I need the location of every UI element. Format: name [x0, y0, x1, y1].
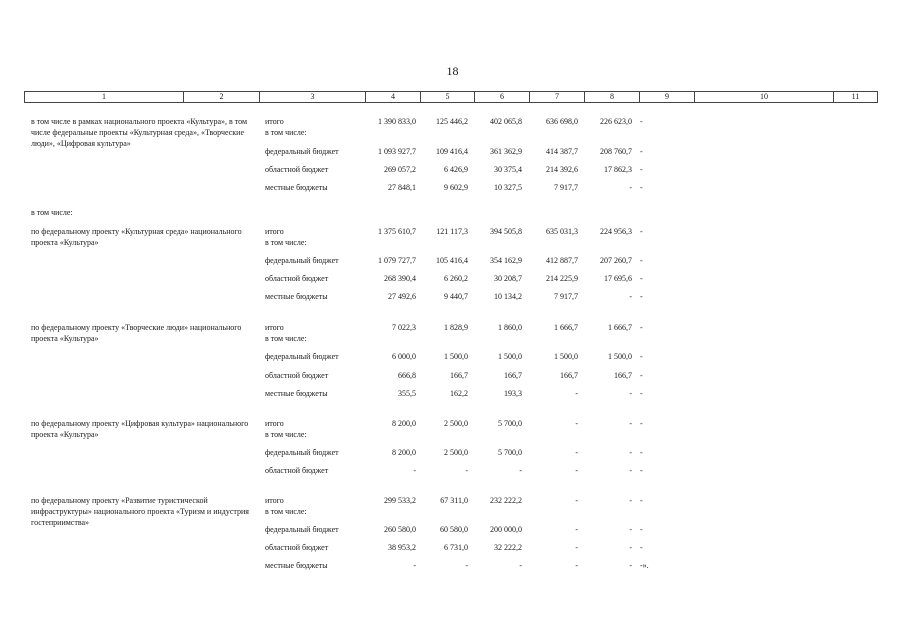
value-cell: -: [640, 274, 643, 283]
value-cell: -: [575, 419, 578, 428]
value-cell: 200 000,0: [490, 525, 522, 534]
value-cell: 38 953,2: [388, 543, 416, 552]
value-cell: 109 416,4: [436, 147, 468, 156]
row-label: областной бюджет: [265, 371, 329, 380]
row-label: областной бюджет: [265, 543, 329, 552]
value-cell: 208 760,7: [600, 147, 632, 156]
value-cell: -: [640, 227, 643, 236]
row-sublabel: в том числе:: [265, 128, 307, 137]
page-number: 18: [446, 64, 459, 78]
value-cell: 166,7: [504, 371, 522, 380]
value-cell: 166,7: [560, 371, 578, 380]
value-cell: -: [629, 525, 632, 534]
value-cell: 10 327,5: [494, 183, 522, 192]
value-cell: 226 623,0: [600, 117, 632, 126]
section-description: по федеральному проекту «Творческие люди» национального проекта «Культура»: [31, 323, 242, 343]
value-cell: -: [575, 496, 578, 505]
value-cell: 27 492,6: [388, 292, 416, 301]
value-cell: 193,3: [504, 389, 522, 398]
value-cell: -: [629, 466, 632, 475]
value-cell: -: [629, 496, 632, 505]
value-cell: -: [640, 371, 643, 380]
value-cell: 9 440,7: [444, 292, 468, 301]
section-description: по федеральному проекту «Культурная среда» национального проекта «Культура»: [31, 227, 242, 247]
value-cell: -: [640, 117, 643, 126]
table-header-row: [24, 91, 878, 103]
value-cell: 2 500,0: [444, 419, 468, 428]
value-cell: -: [640, 147, 643, 156]
row-sublabel: в том числе:: [265, 238, 307, 247]
header-cell: 2: [183, 92, 259, 102]
value-cell: -: [575, 561, 578, 570]
value-cell: 1 860,0: [498, 323, 522, 332]
value-cell: -: [640, 419, 643, 428]
value-cell: 17 862,3: [604, 165, 632, 174]
value-cell: 299 533,2: [384, 496, 416, 505]
row-label: федеральный бюджет: [265, 448, 339, 457]
value-cell: -: [575, 543, 578, 552]
value-cell: 636 698,0: [546, 117, 578, 126]
value-cell: -».: [640, 561, 649, 570]
section-description: в том числе в рамках национального проекта «Культура», в том числе федеральные проекты «Культурная среда», «Творческие люди», «Цифровая культура»: [31, 117, 248, 148]
value-cell: -: [629, 389, 632, 398]
value-cell: 30 375,4: [494, 165, 522, 174]
section-description: в том числе:: [31, 208, 73, 217]
row-label: местные бюджеты: [265, 292, 328, 301]
value-cell: 5 700,0: [498, 419, 522, 428]
section-description: по федеральному проекту «Цифровая культура» национального проекта «Культура»: [31, 419, 249, 439]
value-cell: 9 602,9: [444, 183, 468, 192]
value-cell: -: [640, 448, 643, 457]
value-cell: 361 362,9: [490, 147, 522, 156]
row-sublabel: в том числе:: [265, 507, 307, 516]
value-cell: -: [629, 448, 632, 457]
value-cell: 60 580,0: [440, 525, 468, 534]
value-cell: 268 390,4: [384, 274, 416, 283]
row-label: итого: [265, 419, 284, 428]
value-cell: 125 446,2: [436, 117, 468, 126]
row-label: итого: [265, 323, 284, 332]
value-cell: -: [640, 256, 643, 265]
value-cell: -: [640, 183, 643, 192]
value-cell: -: [575, 389, 578, 398]
value-cell: -: [413, 561, 416, 570]
value-cell: -: [629, 561, 632, 570]
header-cell: 7: [529, 92, 584, 102]
header-cell: 9: [639, 92, 694, 102]
value-cell: 5 700,0: [498, 448, 522, 457]
value-cell: 105 416,4: [436, 256, 468, 265]
value-cell: -: [629, 292, 632, 301]
value-cell: 1 093 927,7: [378, 147, 416, 156]
value-cell: 8 200,0: [392, 448, 416, 457]
value-cell: 1 500,0: [444, 352, 468, 361]
value-cell: -: [465, 561, 468, 570]
row-label: областной бюджет: [265, 165, 329, 174]
value-cell: 269 057,2: [384, 165, 416, 174]
header-cell: 5: [420, 92, 474, 102]
value-cell: 355,5: [398, 389, 416, 398]
value-cell: -: [575, 448, 578, 457]
value-cell: -: [629, 419, 632, 428]
row-label: федеральный бюджет: [265, 256, 339, 265]
value-cell: 1 828,9: [444, 323, 468, 332]
value-cell: 7 022,3: [392, 323, 416, 332]
header-cell: 1: [102, 92, 106, 101]
header-cell: 4: [365, 92, 420, 102]
value-cell: -: [640, 389, 643, 398]
value-cell: -: [413, 466, 416, 475]
value-cell: 121 117,3: [436, 227, 468, 236]
value-cell: 394 505,8: [490, 227, 522, 236]
row-label: местные бюджеты: [265, 389, 328, 398]
value-cell: 162,2: [450, 389, 468, 398]
value-cell: 1 666,7: [554, 323, 578, 332]
value-cell: -: [629, 543, 632, 552]
row-label: итого: [265, 496, 284, 505]
value-cell: 166,7: [450, 371, 468, 380]
value-cell: 1 375 610,7: [378, 227, 416, 236]
value-cell: 1 500,0: [554, 352, 578, 361]
row-label: федеральный бюджет: [265, 525, 339, 534]
value-cell: 260 580,0: [384, 525, 416, 534]
value-cell: -: [640, 496, 643, 505]
value-cell: 6 731,0: [444, 543, 468, 552]
value-cell: 10 134,2: [494, 292, 522, 301]
value-cell: 214 225,9: [546, 274, 578, 283]
value-cell: 1 500,0: [608, 352, 632, 361]
value-cell: 8 200,0: [392, 419, 416, 428]
row-label: федеральный бюджет: [265, 352, 339, 361]
value-cell: 27 848,1: [388, 183, 416, 192]
value-cell: 412 887,7: [546, 256, 578, 265]
row-label: федеральный бюджет: [265, 147, 339, 156]
header-cell: 3: [259, 92, 365, 102]
value-cell: 67 311,0: [440, 496, 468, 505]
value-cell: -: [519, 561, 522, 570]
row-sublabel: в том числе:: [265, 430, 307, 439]
row-label: областной бюджет: [265, 466, 329, 475]
row-label: местные бюджеты: [265, 561, 328, 570]
value-cell: -: [640, 543, 643, 552]
value-cell: -: [640, 525, 643, 534]
value-cell: -: [640, 323, 643, 332]
value-cell: -: [629, 183, 632, 192]
row-label: итого: [265, 117, 284, 126]
row-sublabel: в том числе:: [265, 334, 307, 343]
value-cell: -: [575, 525, 578, 534]
value-cell: 635 031,3: [546, 227, 578, 236]
value-cell: 32 222,2: [494, 543, 522, 552]
value-cell: 17 695,6: [604, 274, 632, 283]
row-label: местные бюджеты: [265, 183, 328, 192]
value-cell: 214 392,6: [546, 165, 578, 174]
value-cell: 6 000,0: [392, 352, 416, 361]
value-cell: 414 387,7: [546, 147, 578, 156]
value-cell: -: [519, 466, 522, 475]
value-cell: -: [465, 466, 468, 475]
header-cell: 10: [694, 92, 833, 102]
value-cell: 1 390 833,0: [378, 117, 416, 126]
row-label: областной бюджет: [265, 274, 329, 283]
value-cell: 6 426,9: [444, 165, 468, 174]
value-cell: 1 500,0: [498, 352, 522, 361]
value-cell: 207 260,7: [600, 256, 632, 265]
value-cell: 224 956,3: [600, 227, 632, 236]
row-label: итого: [265, 227, 284, 236]
section-description: по федеральному проекту «Развитие туристической инфраструктуры» национального проекта «Туризм и индустрия гостеприимства»: [31, 496, 249, 527]
value-cell: 354 162,9: [490, 256, 522, 265]
value-cell: 402 065,8: [490, 117, 522, 126]
value-cell: -: [640, 292, 643, 301]
value-cell: 166,7: [614, 371, 632, 380]
header-cell: 11: [833, 92, 877, 102]
value-cell: 1 666,7: [608, 323, 632, 332]
value-cell: -: [640, 165, 643, 174]
value-cell: 2 500,0: [444, 448, 468, 457]
value-cell: 30 208,7: [494, 274, 522, 283]
header-cell: 8: [584, 92, 639, 102]
header-cell: 6: [474, 92, 529, 102]
value-cell: 7 917,7: [554, 183, 578, 192]
value-cell: 232 222,2: [490, 496, 522, 505]
value-cell: -: [640, 352, 643, 361]
value-cell: 7 917,7: [554, 292, 578, 301]
value-cell: -: [575, 466, 578, 475]
value-cell: 1 079 727,7: [378, 256, 416, 265]
value-cell: 666,8: [398, 371, 416, 380]
value-cell: -: [640, 466, 643, 475]
value-cell: 6 260,2: [444, 274, 468, 283]
